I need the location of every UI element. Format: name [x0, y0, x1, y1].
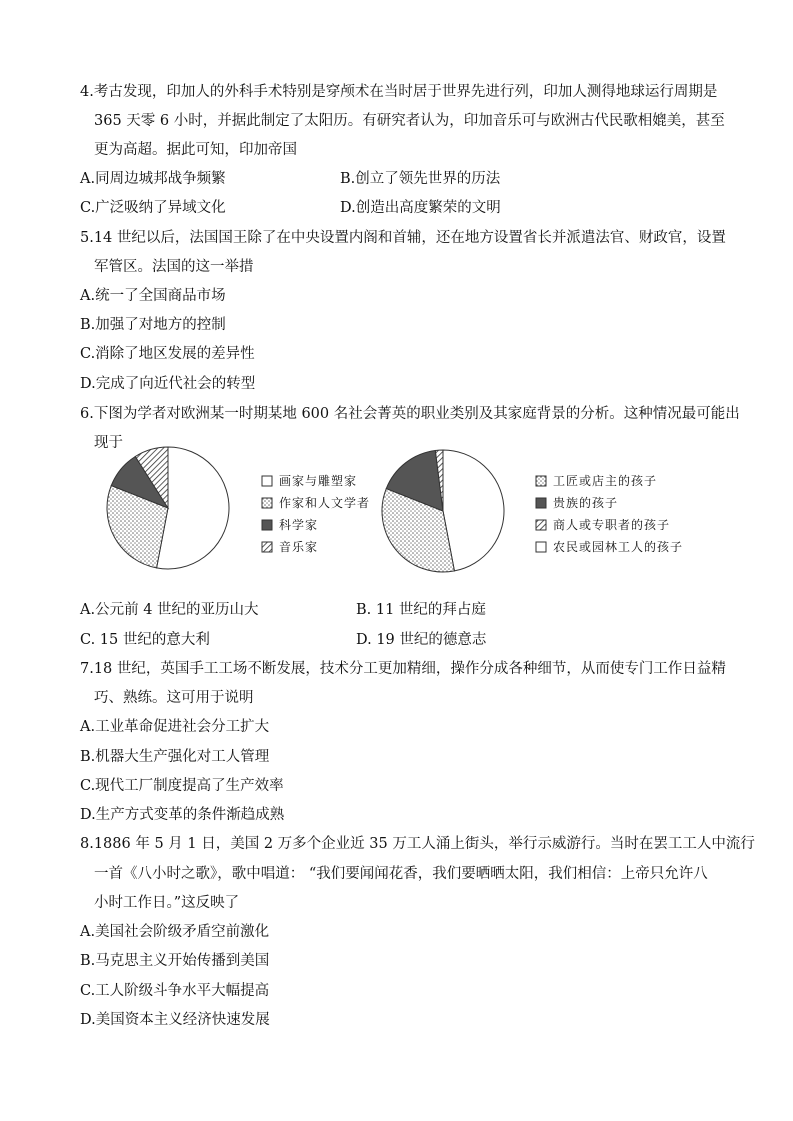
legend-item-musicians: 音乐家 [279, 540, 319, 554]
legend-item-peasants: 农民或园林工人的孩子 [553, 540, 684, 554]
q7-option-b: B.机器大生产强化对工人管理 [80, 749, 270, 765]
q8-option-c: C.工人阶级斗争水平大幅提高 [80, 983, 270, 999]
legend-swatch-dark [262, 520, 272, 530]
q8-stem-line-1: 8.1886 年 5 月 1 日，美国 2 万多个企业近 35 万工人涌上街头，举行示威游行。当时在罢工工人中流行 [80, 836, 755, 852]
pie-chart-occupations [107, 447, 229, 569]
q7-option-d: D.生产方式变革的条件渐趋成熟 [80, 807, 285, 823]
q8-option-a: A.美国社会阶级矛盾空前激化 [80, 924, 270, 940]
legend-family-background [536, 473, 683, 554]
q5-stem-line-1: 5.14 世纪以后，法国国王除了在中央设置内阁和首辅，还在地方设置省长并派遣法官、财政官，设置 [80, 230, 726, 246]
legend-item-painters: 画家与雕塑家 [279, 474, 358, 488]
q5-option-c: C.消除了地区发展的差异性 [80, 346, 255, 362]
q5-option-a: A.统一了全国商品市场 [80, 288, 226, 304]
legend-swatch-hatched [536, 520, 546, 530]
q5-stem-line-2: 军管区。法国的这一举措 [94, 259, 254, 275]
q7-option-a: A.工业革命促进社会分工扩大 [80, 719, 270, 735]
q7-stem-line-1: 7.18 世纪，英国手工工场不断发展，技术分工更加精细，操作分成各种细节，从而使专门工作日益精 [80, 661, 726, 677]
legend-occupations [262, 473, 370, 554]
q5-option-b: B.加强了对地方的控制 [80, 317, 226, 333]
pie-slice-white [443, 450, 504, 571]
q4-stem-line-2: 365 天零 6 小时，并据此制定了太阳历。有研究者认为，印加音乐可与欧洲古代民歌相媲美，甚至 [94, 113, 725, 129]
legend-swatch-dark [536, 498, 546, 508]
legend-swatch-dotted [536, 476, 546, 486]
q7-option-c: C.现代工厂制度提高了生产效率 [80, 778, 284, 794]
q4-option-a: A.同周边城邦战争频繁 [80, 171, 226, 187]
q6-option-d: D. 19 世纪的德意志 [356, 632, 487, 648]
legend-swatch-hatched [262, 542, 272, 552]
legend-swatch-dotted [262, 498, 272, 508]
q4-stem-line-3: 更为高超。据此可知，印加帝国 [94, 142, 297, 158]
q4-stem-line-1: 4.考古发现，印加人的外科手术特别是穿颅术在当时居于世界先进行列，印加人测得地球运行周期是 [80, 84, 718, 100]
q8-stem-line-2: 一首《八小时之歌》，歌中唱道： “我们要闻闻花香，我们要晒晒太阳，我们相信：上帝只允许八 [94, 866, 708, 882]
q6-option-b: B. 11 世纪的拜占庭 [356, 602, 486, 618]
q6-stem-line-1: 6.下图为学者对欧洲某一时期某地 600 名社会菁英的职业类别及其家庭背景的分析。这种情况最可能出 [80, 406, 740, 422]
q6-option-a: A.公元前 4 世纪的亚历山大 [80, 602, 259, 618]
q4-option-c: C.广泛吸纳了异域文化 [80, 200, 226, 216]
q6-stem-line-2: 现于 [94, 435, 123, 451]
legend-item-nobles: 贵族的孩子 [553, 496, 619, 510]
legend-item-writers: 作家和人文学者 [279, 496, 371, 510]
q8-option-b: B.马克思主义开始传播到美国 [80, 953, 270, 969]
q5-option-d: D.完成了向近代社会的转型 [80, 376, 256, 392]
pie-chart-family-background [382, 450, 504, 572]
q6-option-c: C. 15 世纪的意大利 [80, 632, 210, 648]
q4-option-b: B.创立了领先世界的历法 [340, 171, 501, 187]
legend-swatch-white [262, 476, 272, 486]
legend-item-artisans: 工匠或店主的孩子 [553, 474, 658, 488]
legend-item-scientists: 科学家 [279, 518, 319, 532]
q8-option-d: D.美国资本主义经济快速发展 [80, 1012, 270, 1028]
q7-stem-line-2: 巧、熟练。这可用于说明 [94, 690, 254, 706]
q4-option-d: D.创造出高度繁荣的文明 [340, 200, 501, 216]
legend-item-merchants: 商人或专职者的孩子 [553, 518, 671, 532]
q8-stem-line-3: 小时工作日。”这反映了 [94, 895, 240, 911]
legend-swatch-white [536, 542, 546, 552]
